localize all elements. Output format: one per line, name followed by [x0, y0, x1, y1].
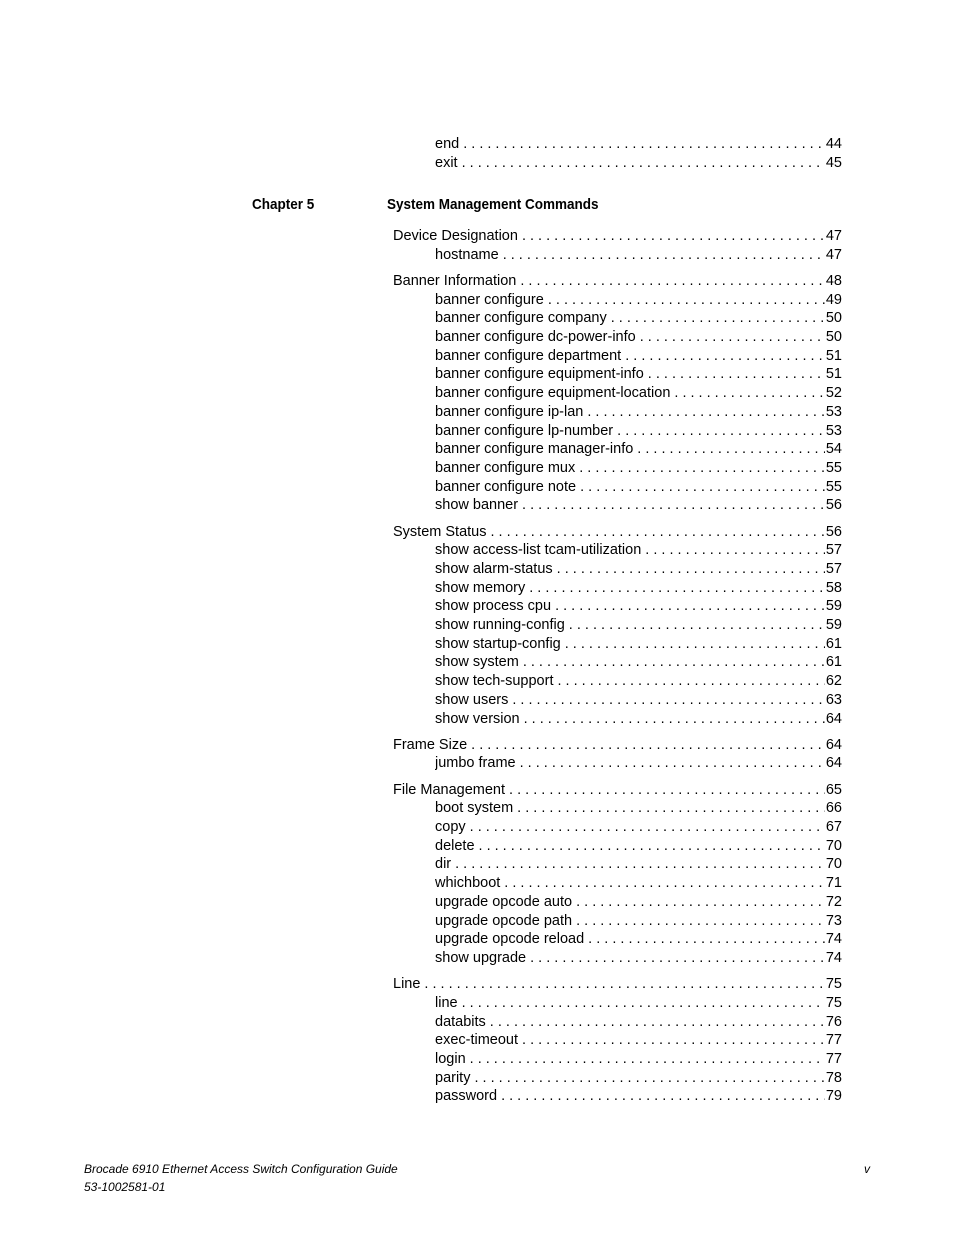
- toc-entry-label: banner configure ip-lan: [435, 403, 584, 420]
- toc-subentry[interactable]: [435, 384, 842, 402]
- toc-subentry[interactable]: [435, 328, 842, 346]
- dot-leader: [548, 291, 825, 309]
- toc-entry-page: 55: [825, 478, 842, 495]
- toc-section-entry[interactable]: [393, 272, 842, 290]
- footer-page-number: v: [864, 1162, 870, 1176]
- toc-entry-label: upgrade opcode reload: [435, 931, 585, 948]
- dot-leader: [625, 347, 825, 365]
- toc-entry-label: show alarm-status: [435, 560, 553, 577]
- toc-entry-page: 59: [825, 598, 842, 615]
- dot-leader: [611, 309, 825, 327]
- dot-leader: [557, 560, 825, 578]
- toc-subentry[interactable]: [435, 1031, 842, 1049]
- dot-leader: [576, 912, 825, 930]
- toc-section-entry[interactable]: [393, 227, 842, 245]
- dot-leader: [557, 672, 824, 690]
- toc-entry-page: 51: [825, 347, 842, 364]
- toc-subentry[interactable]: [435, 672, 842, 690]
- toc-subentry[interactable]: [435, 691, 842, 709]
- dot-leader: [522, 1031, 825, 1049]
- toc-entry-page: 55: [825, 459, 842, 476]
- toc-entry-label: System Status: [393, 523, 487, 540]
- toc-subentry[interactable]: [435, 403, 842, 421]
- toc-entry-label: dir: [435, 856, 452, 873]
- toc-entry-label: show upgrade: [435, 949, 527, 966]
- dot-leader: [471, 736, 825, 754]
- toc-entry-label: banner configure lp-number: [435, 422, 614, 439]
- toc-entry-page: 75: [825, 976, 842, 993]
- toc-entry-label: password: [435, 1088, 498, 1105]
- toc-entry-label: banner configure mux: [435, 459, 576, 476]
- toc-entry-page: 59: [825, 617, 842, 633]
- toc-entry-page: 45: [825, 154, 842, 171]
- chapter-title: System Management Commands: [387, 196, 599, 213]
- toc-entry-page: 64: [825, 736, 842, 753]
- toc-entry-page: 71: [825, 875, 842, 892]
- dot-leader: [555, 597, 825, 615]
- dot-leader: [463, 135, 825, 153]
- toc-subentry[interactable]: [435, 912, 842, 930]
- dot-leader: [474, 1069, 824, 1087]
- toc-entry-label: show process cpu: [435, 598, 552, 615]
- toc-entry-page: 53: [825, 422, 842, 439]
- dot-leader: [580, 478, 825, 496]
- dot-leader: [529, 579, 825, 597]
- toc-entry-page: 50: [825, 310, 842, 327]
- toc-subentry[interactable]: [435, 949, 842, 967]
- toc-entry-page: 50: [825, 329, 842, 345]
- toc-entry-page: 77: [825, 1050, 842, 1067]
- toc-entry-label: banner configure equipment-info: [435, 366, 644, 383]
- toc-entry-label: databits: [435, 1013, 486, 1030]
- dot-leader: [479, 837, 825, 855]
- dot-leader: [640, 328, 825, 346]
- toc-entry-label: File Management: [393, 781, 506, 798]
- dot-leader: [512, 691, 825, 709]
- dot-leader: [455, 855, 825, 873]
- toc-entry-page: 56: [825, 523, 842, 540]
- toc-subentry[interactable]: [435, 541, 842, 559]
- dot-leader: [522, 496, 825, 514]
- dot-leader: [470, 1050, 825, 1068]
- toc-entry-page: 48: [825, 272, 842, 289]
- toc-entry-label: banner configure department: [435, 347, 622, 364]
- toc-entry-page: 79: [825, 1088, 842, 1105]
- toc-subentry[interactable]: [435, 994, 842, 1012]
- toc-subentry[interactable]: [435, 635, 842, 653]
- toc-entry-label: banner configure: [435, 291, 544, 308]
- toc-entry-page: 63: [825, 691, 842, 708]
- toc-entry-page: 78: [825, 1069, 842, 1086]
- toc-entry-label: Banner Information: [393, 272, 517, 289]
- toc-entry-page: 61: [825, 654, 842, 671]
- toc-entry-page: 67: [825, 819, 842, 835]
- toc-entry-page: 47: [825, 228, 842, 244]
- dot-leader: [517, 799, 825, 817]
- toc-subentry[interactable]: [435, 365, 842, 383]
- toc-subentry[interactable]: [435, 837, 842, 855]
- toc-entry-label: copy: [435, 819, 466, 835]
- toc-subentry[interactable]: [435, 478, 842, 496]
- toc-entry-label: line: [435, 994, 458, 1011]
- toc-subentry[interactable]: [435, 1087, 842, 1105]
- toc-entry-label: show users: [435, 691, 509, 708]
- toc-subentry[interactable]: [435, 710, 842, 728]
- dot-leader: [424, 975, 824, 993]
- toc-entry-page: 54: [825, 441, 842, 458]
- dot-leader: [501, 1087, 825, 1105]
- toc-entry-label: show tech-support: [435, 673, 554, 690]
- dot-leader: [530, 949, 825, 967]
- toc-entry-page: 74: [825, 949, 842, 966]
- toc-entry-label: banner configure equipment-location: [435, 385, 671, 402]
- dot-leader: [509, 781, 825, 799]
- toc-entry-page: 56: [825, 497, 842, 514]
- toc-entry-page: 72: [825, 893, 842, 910]
- toc-entry-page: 73: [825, 912, 842, 929]
- dot-leader: [520, 754, 825, 772]
- toc-entry-label: end: [435, 136, 460, 152]
- toc-entry-label: show system: [435, 654, 519, 671]
- toc-entry-label: show running-config: [435, 617, 565, 633]
- toc-entry-label: show banner: [435, 497, 519, 514]
- toc-entry-label: banner configure note: [435, 478, 577, 495]
- toc-subentry[interactable]: [435, 309, 842, 327]
- toc-entry-page: 65: [825, 781, 842, 798]
- footer-doc-title: Brocade 6910 Ethernet Access Switch Configuration Guide: [84, 1162, 398, 1176]
- toc-subentry[interactable]: [435, 754, 842, 772]
- toc-section-entry[interactable]: [393, 523, 842, 541]
- toc-entry-label: Frame Size: [393, 736, 468, 753]
- dot-leader: [645, 541, 825, 559]
- toc-subentry[interactable]: [435, 135, 842, 153]
- toc-subentry[interactable]: [435, 579, 842, 597]
- toc-entry-page: 49: [825, 291, 842, 308]
- toc-subentry[interactable]: [435, 616, 842, 634]
- toc-subentry[interactable]: [435, 246, 842, 264]
- toc-subentry[interactable]: [435, 440, 842, 458]
- toc-entry-page: 70: [825, 837, 842, 854]
- dot-leader: [648, 365, 825, 383]
- toc-entry-page: 52: [825, 385, 842, 402]
- toc-entry-label: boot system: [435, 800, 514, 817]
- toc-section-entry[interactable]: [393, 781, 842, 799]
- toc-subentry[interactable]: [435, 1013, 842, 1031]
- chapter-number: Chapter 5: [252, 196, 315, 213]
- toc-entry-page: 44: [825, 136, 842, 152]
- dot-leader: [522, 227, 825, 245]
- dot-leader: [674, 384, 824, 402]
- toc-entry-page: 64: [825, 710, 842, 727]
- dot-leader: [569, 616, 825, 634]
- toc-entry-page: 53: [825, 403, 842, 420]
- toc-subentry[interactable]: [435, 874, 842, 892]
- dot-leader: [462, 154, 825, 172]
- toc-entry-page: 64: [825, 755, 842, 772]
- toc-entry-label: show startup-config: [435, 635, 561, 652]
- dot-leader: [587, 403, 825, 421]
- dot-leader: [565, 635, 825, 653]
- toc-subentry[interactable]: [435, 154, 842, 172]
- toc-entry-label: exit: [435, 154, 458, 171]
- toc-subentry[interactable]: [435, 799, 842, 817]
- toc-entry-label: Line: [393, 976, 421, 993]
- toc-entry-page: 75: [825, 994, 842, 1011]
- toc-entry-label: jumbo frame: [435, 755, 516, 772]
- toc-subentry[interactable]: [435, 818, 842, 836]
- dot-leader: [503, 246, 825, 264]
- toc-subentry[interactable]: [435, 291, 842, 309]
- toc-entry-page: 62: [825, 673, 842, 690]
- toc-entry-label: banner configure dc-power-info: [435, 329, 636, 345]
- dot-leader: [523, 653, 825, 671]
- dot-leader: [462, 994, 825, 1012]
- toc-entry-label: hostname: [435, 246, 499, 263]
- dot-leader: [520, 272, 825, 290]
- toc-section-entry[interactable]: [393, 736, 842, 754]
- toc-entry-label: banner configure company: [435, 310, 607, 327]
- toc-entry-label: upgrade opcode path: [435, 912, 573, 929]
- toc-subentry[interactable]: [435, 459, 842, 477]
- toc-section-entry[interactable]: [393, 975, 842, 993]
- toc-entry-page: 77: [825, 1032, 842, 1049]
- toc-entry-page: 74: [825, 931, 842, 948]
- toc-subentry[interactable]: [435, 930, 842, 948]
- dot-leader: [637, 440, 825, 458]
- toc-entry-page: 51: [825, 366, 842, 383]
- toc-entry-page: 57: [825, 542, 842, 559]
- toc-subentry[interactable]: [435, 422, 842, 440]
- toc-entry-page: 70: [825, 856, 842, 873]
- toc-entry-page: 66: [825, 800, 842, 817]
- toc-entry-label: show memory: [435, 579, 526, 596]
- dot-leader: [588, 930, 825, 948]
- toc-subentry[interactable]: [435, 347, 842, 365]
- toc-subentry[interactable]: [435, 597, 842, 615]
- dot-leader: [617, 422, 825, 440]
- toc-entry-label: login: [435, 1050, 466, 1067]
- toc-entry-page: 76: [825, 1013, 842, 1030]
- toc-subentry[interactable]: [435, 855, 842, 873]
- toc-entry-page: 58: [825, 579, 842, 596]
- dot-leader: [470, 818, 825, 836]
- toc-entry-label: Device Designation: [393, 228, 518, 244]
- toc-entry-page: 57: [825, 560, 842, 577]
- toc-subentry[interactable]: [435, 1069, 842, 1087]
- toc-subentry[interactable]: [435, 496, 842, 514]
- dot-leader: [576, 893, 825, 911]
- toc-entry-page: 61: [825, 635, 842, 652]
- toc-subentry[interactable]: [435, 560, 842, 578]
- dot-leader: [490, 523, 824, 541]
- dot-leader: [524, 710, 825, 728]
- toc-entry-page: 47: [825, 246, 842, 263]
- toc-entry-label: show access-list tcam-utilization: [435, 542, 642, 559]
- toc-entry-label: parity: [435, 1069, 471, 1086]
- toc-subentry[interactable]: [435, 893, 842, 911]
- dot-leader: [504, 874, 825, 892]
- toc-entry-label: show version: [435, 710, 520, 727]
- toc-entry-label: delete: [435, 837, 475, 854]
- toc-entry-label: exec-timeout: [435, 1032, 519, 1049]
- toc-entry-label: upgrade opcode auto: [435, 893, 573, 910]
- toc-subentry[interactable]: [435, 1050, 842, 1068]
- toc-entry-label: whichboot: [435, 875, 501, 892]
- toc-entry-label: banner configure manager-info: [435, 441, 634, 458]
- footer-doc-number: 53-1002581-01: [84, 1180, 166, 1194]
- dot-leader: [579, 459, 825, 477]
- toc-subentry[interactable]: [435, 653, 842, 671]
- dot-leader: [490, 1013, 825, 1031]
